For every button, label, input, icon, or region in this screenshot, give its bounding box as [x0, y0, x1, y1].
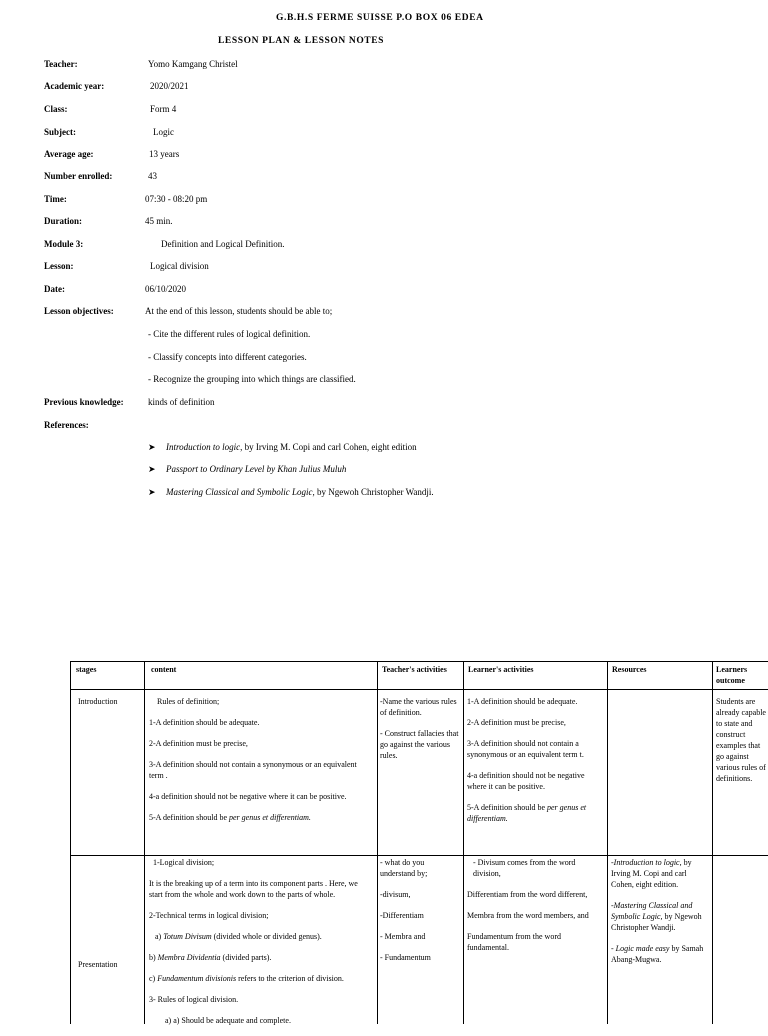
- school-name: G.B.H.S FERME SUISSE P.O BOX 06 EDEA: [276, 13, 484, 23]
- objective-3: - Recognize the grouping into which things are classified.: [148, 374, 356, 384]
- teacher-label: Teacher:: [44, 59, 78, 69]
- header-teacher-activities: Teacher's activities: [382, 665, 447, 674]
- arrow-bullet-icon: ➤: [148, 442, 156, 452]
- header-learners-outcome: Learners outcome: [716, 665, 748, 685]
- previous-knowledge-label: Previous knowledge:: [44, 397, 124, 407]
- lesson-objectives-value: At the end of this lesson, students should be able to;: [145, 306, 333, 316]
- lesson-label: Lesson:: [44, 261, 74, 271]
- subject-value: Logic: [153, 127, 174, 137]
- class-label: Class:: [44, 104, 68, 114]
- duration-value: 45 min.: [145, 216, 173, 226]
- number-enrolled-value: 43: [148, 171, 157, 181]
- presentation-content: 1-Logical division; It is the breaking up of a term into its component parts . Here, we start from the whole and work down to the parts of whole. 2-Technical terms in logical division; a) Totum Divisum (divided whole or divided genus). b) Membra Dividentia (divided parts). c) Fundamentum divisionis refers to the criterion of division. 3- Rules of logical division. a) a) Should be adequate and complete.: [149, 858, 358, 1025]
- intro-teacher-activities: -Name the various rules of definition. - Construct fallacies that go against the various rules.: [380, 697, 459, 760]
- academic-year-label: Academic year:: [44, 81, 105, 91]
- teacher-value: Yomo Kamgang Christel: [148, 59, 238, 69]
- average-age-label: Average age:: [44, 149, 94, 159]
- presentation-teacher-activities: - what do you understand by; -divisum, -Differentiam - Membra and - Fundamentum: [380, 858, 431, 962]
- intro-learner-activities: 1-A definition should be adequate. 2-A definition must be precise, 3-A definition should not contain a synonymous or an equivalent term t. 4-a definition should not be negative where it can be positive. 5-A definition should be per genus et differentiam.: [467, 697, 587, 823]
- presentation-learner-activities: - Divisum comes from the word division, Differentiam from the word different, Membra from the word members, and Fundamentum from the word fundamental.: [467, 858, 589, 952]
- time-value: 07:30 - 08:20 pm: [145, 194, 208, 204]
- date-label: Date:: [44, 284, 65, 294]
- academic-year-value: 2020/2021: [150, 81, 189, 91]
- subject-label: Subject:: [44, 127, 76, 137]
- objective-2: - Classify concepts into different categories.: [148, 352, 307, 362]
- header-content: content: [151, 665, 177, 674]
- time-label: Time:: [44, 194, 67, 204]
- reference-1: Introduction to logic, by Irving M. Copi and carl Cohen, eight edition: [166, 442, 417, 452]
- module-label: Module 3:: [44, 239, 84, 249]
- module-value: Definition and Logical Definition.: [161, 239, 285, 249]
- document-title: LESSON PLAN & LESSON NOTES: [218, 36, 385, 46]
- average-age-value: 13 years: [149, 149, 180, 159]
- presentation-resources: -Introduction to logic, by Irving M. Copi and carl Cohen, eight edition. -Mastering Classical and Symbolic Logic, by Ngewoh Christopher Wandji. - Logic made easy by Samah Abang-Mugwa.: [611, 858, 704, 964]
- reference-3: Mastering Classical and Symbolic Logic, by Ngewoh Christopher Wandji.: [166, 487, 434, 497]
- class-value: Form 4: [150, 104, 177, 114]
- header-learner-activities: Learner's activities: [468, 665, 534, 674]
- intro-content: Rules of definition; 1-A definition should be adequate. 2-A definition must be precise, 3-A definition should not contain a synonymous or an equivalent term . 4-a definition should not be negative where it can be positive. 5-A definition should be per genus et differentiam.: [149, 697, 357, 822]
- lesson-value: Logical division: [150, 261, 209, 271]
- header-resources: Resources: [612, 665, 647, 674]
- date-value: 06/10/2020: [145, 284, 187, 294]
- intro-learners-outcome: Students are already capable to state and construct examples that go against various rules of definitions.: [716, 697, 766, 783]
- lesson-objectives-label: Lesson objectives:: [44, 306, 114, 316]
- stage-presentation: Presentation: [78, 960, 118, 969]
- number-enrolled-label: Number enrolled:: [44, 171, 113, 181]
- references-label: References:: [44, 420, 89, 430]
- arrow-bullet-icon: ➤: [148, 487, 156, 497]
- duration-label: Duration:: [44, 216, 82, 226]
- previous-knowledge-value: kinds of definition: [148, 397, 215, 407]
- objective-1: - Cite the different rules of logical definition.: [148, 329, 311, 339]
- stage-introduction: Introduction: [78, 697, 118, 706]
- header-stages: stages: [76, 665, 97, 674]
- arrow-bullet-icon: ➤: [148, 464, 156, 474]
- reference-2: Passport to Ordinary Level by Khan Julius Muluh: [166, 464, 347, 474]
